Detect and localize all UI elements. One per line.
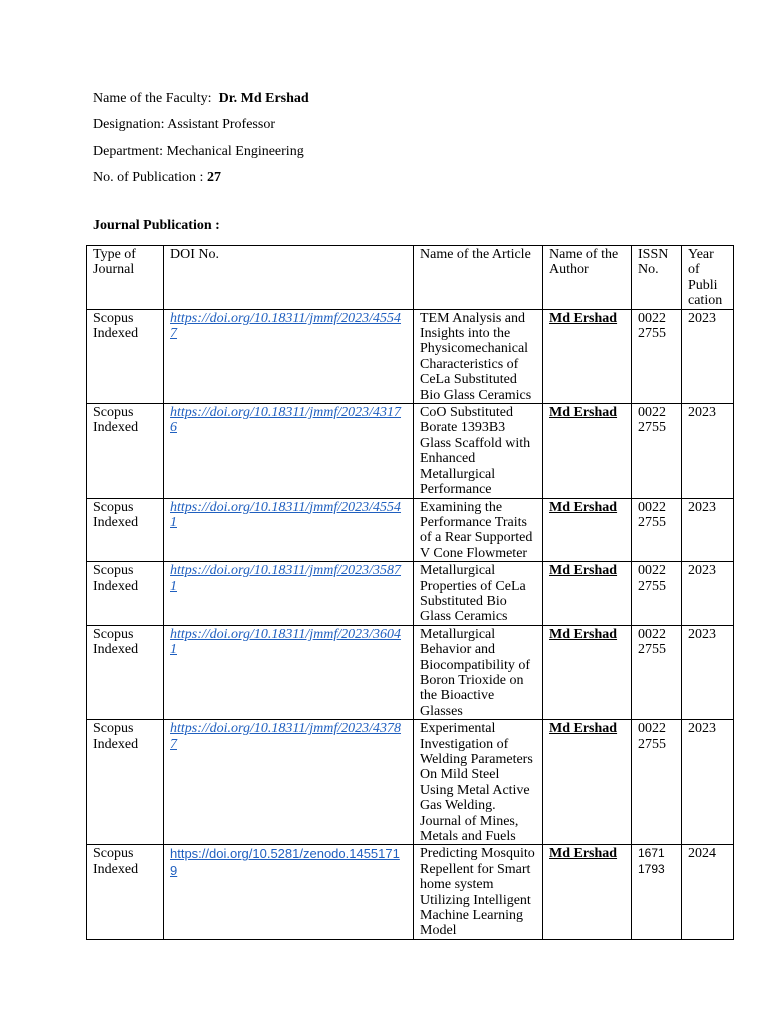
table-row [87, 404, 734, 498]
type-cell: Scopus Indexed [93, 499, 139, 530]
year-cell [682, 845, 734, 939]
issn-cell [632, 625, 682, 719]
year-cell: 2023 [688, 563, 716, 579]
issn-cell: 0022 2755 [638, 310, 666, 342]
type-cell: Scopus Indexed [93, 405, 139, 436]
article-cell [414, 404, 543, 498]
department: Department: Mechanical Engineering [93, 143, 304, 159]
author-cell: Md Ershad [549, 846, 618, 862]
article-cell [414, 498, 543, 562]
article-cell: Predicting Mosquito Repellent for Smart home system Utilizing Intelligent Machine Learning Model [420, 846, 535, 939]
publication-count-value: 27 [206, 169, 221, 185]
doi-cell [164, 309, 414, 403]
issn-cell [632, 404, 682, 498]
table-row [87, 720, 734, 845]
issn-cell: 0022 2755 [638, 721, 666, 752]
article-cell: Experimental Investigation of Welding Parameters On Mild Steel Using Metal Active Gas Welding. Journal of Mines, Metals and Fuels [420, 721, 533, 845]
type-cell [87, 309, 164, 403]
faculty-name-value: Dr. Md Ershad [218, 91, 309, 106]
issn-cell [632, 562, 682, 626]
author-cell: Md Ershad [549, 499, 618, 515]
type-cell [87, 498, 164, 562]
type-cell [87, 404, 164, 498]
doi-link[interactable]: https://doi.org/10.5281/zenodo.14551719 [170, 846, 400, 878]
doi-cell [164, 625, 414, 719]
article-cell [414, 562, 543, 626]
article-cell: CoO Substituted Borate 1393B3 Glass Scaffold with Enhanced Metallurgical Performance [420, 405, 531, 498]
article-cell: Metallurgical Behavior and Biocompatibility of Boron Trioxide on the Bioactive Glasses [420, 626, 531, 719]
publication-count-label: No. of Publication : [93, 169, 204, 185]
faculty-name-label: Name of the Faculty: [93, 91, 212, 106]
doi-link[interactable]: https://doi.org/10.18311/jmmf/2023/45541 [170, 499, 402, 530]
faculty-info [93, 86, 309, 191]
doi-cell [164, 845, 414, 939]
doi-cell [164, 404, 414, 498]
header-issn: ISSN No. [632, 246, 682, 310]
author-cell: Md Ershad [549, 405, 618, 421]
author-cell [543, 625, 632, 719]
issn-cell: 1671 1793 [638, 846, 665, 876]
year-cell: 2024 [688, 846, 716, 862]
doi-link[interactable]: https://doi.org/10.18311/jmmf/2023/43176 [170, 405, 402, 436]
article-cell [414, 625, 543, 719]
author-cell [543, 845, 632, 939]
doi-cell [164, 498, 414, 562]
article-cell [414, 720, 543, 845]
type-cell [87, 720, 164, 845]
type-cell: Scopus Indexed [93, 846, 139, 877]
year-cell: 2023 [688, 499, 716, 515]
year-cell [682, 309, 734, 403]
author-cell: Md Ershad [549, 626, 618, 642]
type-cell: Scopus Indexed [93, 310, 139, 342]
issn-cell [632, 720, 682, 845]
type-cell [87, 625, 164, 719]
year-cell [682, 625, 734, 719]
table-row [87, 845, 734, 939]
author-cell: Md Ershad [549, 310, 618, 326]
author-cell [543, 720, 632, 845]
issn-cell [632, 309, 682, 403]
author-cell [543, 309, 632, 403]
year-cell: 2023 [688, 310, 716, 326]
article-cell: TEM Analysis and Insights into the Physicomechanical Characteristics of CeLa Substituted Bio Glass Ceramics [420, 310, 532, 403]
issn-cell [632, 845, 682, 939]
section-title: Journal Publication : [93, 218, 220, 233]
author-cell: Md Ershad [549, 721, 618, 737]
header-type: Type of Journal [87, 246, 164, 310]
year-cell: 2023 [688, 405, 716, 421]
doi-cell [164, 562, 414, 626]
issn-cell: 0022 2755 [638, 563, 666, 594]
header-author: Name of the Author [543, 246, 632, 310]
article-cell: Metallurgical Properties of CeLa Substituted Bio Glass Ceramics [420, 563, 526, 625]
author-cell [543, 498, 632, 562]
issn-cell: 0022 2755 [638, 405, 666, 436]
doi-link[interactable]: https://doi.org/10.18311/jmmf/2023/45547 [170, 310, 402, 342]
year-cell: 2023 [688, 721, 716, 737]
type-cell: Scopus Indexed [93, 626, 139, 658]
article-cell [414, 309, 543, 403]
header-year: Year of Publi cation [682, 246, 734, 310]
article-cell [414, 845, 543, 939]
issn-cell: 0022 2755 [638, 626, 666, 658]
type-cell [87, 562, 164, 626]
header-article: Name of the Article [414, 246, 543, 310]
year-cell [682, 498, 734, 562]
publication-table [86, 245, 734, 940]
year-cell [682, 720, 734, 845]
table-row [87, 625, 734, 719]
type-cell [87, 845, 164, 939]
table-row [87, 562, 734, 626]
publication-count-line [93, 165, 309, 191]
table-header-row [87, 246, 734, 310]
doi-link[interactable]: https://doi.org/10.18311/jmmf/2023/35871 [170, 563, 402, 594]
author-cell [543, 562, 632, 626]
year-cell: 2023 [688, 626, 716, 642]
table-row [87, 498, 734, 562]
year-cell [682, 404, 734, 498]
year-cell [682, 562, 734, 626]
doi-cell [164, 720, 414, 845]
table-row [87, 309, 734, 403]
article-cell: Examining the Performance Traits of a Rear Supported V Cone Flowmeter [420, 499, 533, 561]
issn-cell: 0022 2755 [638, 499, 666, 530]
doi-link[interactable]: https://doi.org/10.18311/jmmf/2023/36041 [170, 626, 402, 658]
issn-cell [632, 498, 682, 562]
faculty-name-line [93, 86, 309, 112]
type-cell: Scopus Indexed [93, 721, 139, 752]
header-doi: DOI No. [164, 246, 414, 310]
doi-link[interactable]: https://doi.org/10.18311/jmmf/2023/43787 [170, 721, 402, 752]
author-cell [543, 404, 632, 498]
designation: Designation: Assistant Professor [93, 117, 275, 133]
author-cell: Md Ershad [549, 563, 618, 579]
type-cell: Scopus Indexed [93, 563, 139, 594]
